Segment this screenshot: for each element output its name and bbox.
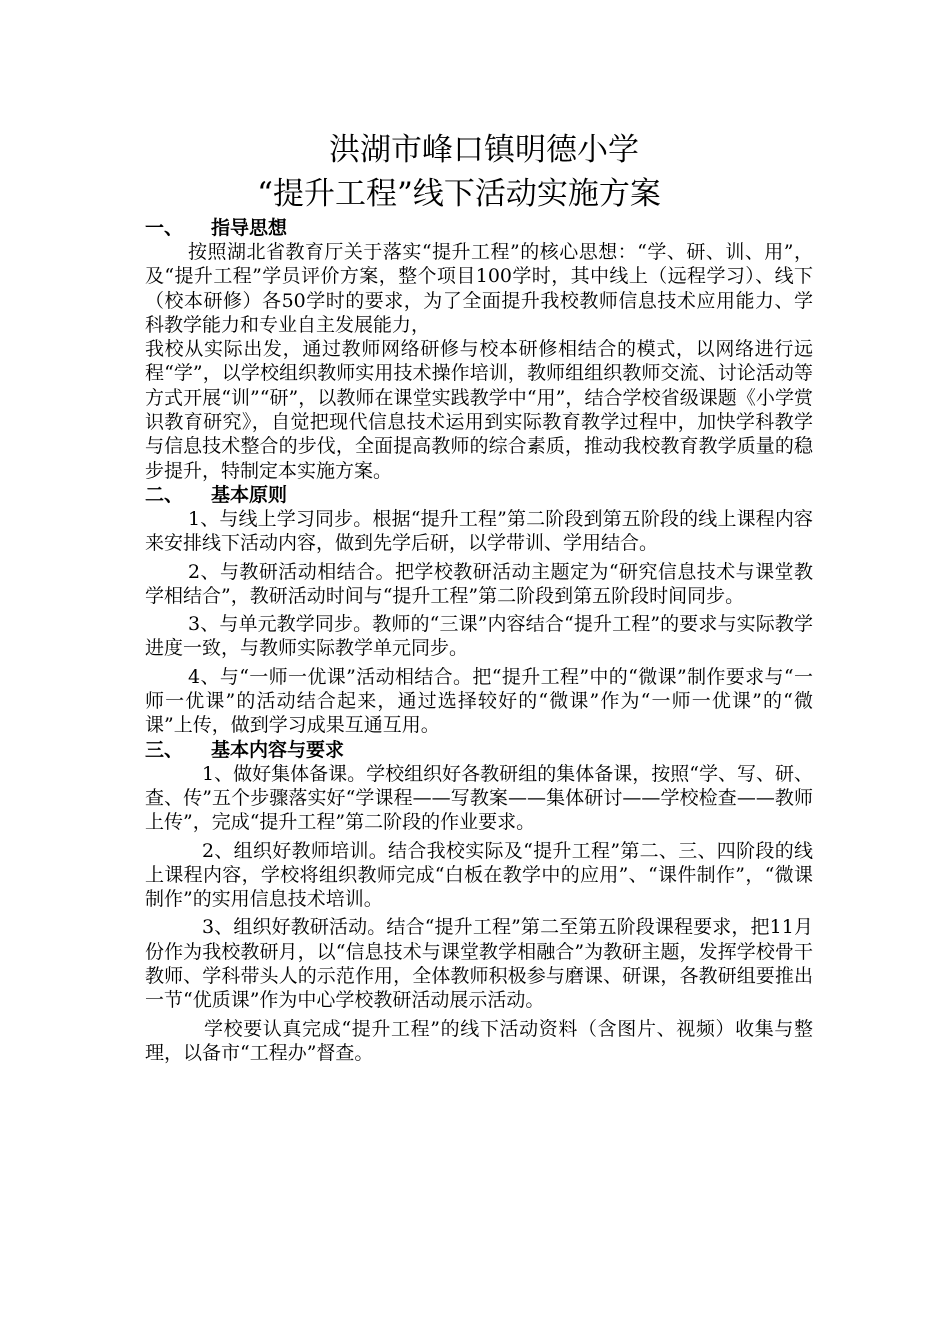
paragraph: 学校要认真完成“提升工程”的线下活动资料（含图片、视频）收集与整理，以备市“工程办”督查。	[145, 1017, 813, 1064]
section-title: 基本内容与要求	[211, 738, 345, 761]
section-number: 二、	[145, 483, 184, 506]
section-title: 指导思想	[211, 217, 288, 239]
paragraph: 2、与教研活动相结合。把学校教研活动主题定为“研究信息技术与课堂教学相结合”，教研活动时间与“提升工程”第二阶段到第五阶段时间同步。	[145, 560, 813, 607]
section-basic-principles	[145, 483, 813, 738]
section-number: 三、	[145, 738, 184, 761]
paragraph: 1、做好集体备课。学校组织好各教研组的集体备课，按照“学、写、研、查、传”五个步骤落实好“学课程——写教案——集体研讨——学校检查——教师上传”，完成“提升工程”第二阶段的作业要求。	[145, 762, 813, 834]
paragraph: 1、与线上学习同步。根据“提升工程”第二阶段到第五阶段的线上课程内容来安排线下活动内容，做到先学后研，以学带训、学用结合。	[145, 507, 813, 555]
section-number: 一、	[145, 217, 184, 239]
document-title-line1: 洪湖市峰口镇明德小学	[329, 132, 639, 168]
section-heading	[145, 738, 813, 762]
paragraph: 我校从实际出发，通过教师网络研修与校本研修相结合的模式，以网络进行远程“学”，以学校组织教师实用技术操作培训，教师组组织教师交流、讨论活动等方式开展“训”“研”，以教师在课堂实践教学中“用”，结合学校省级课题《小学赏识教育研究》，自觉把现代信息技术运用到实际教育教学过程中，加快学科教学与信息技术整合的步伐，全面提高教师的综合素质，推动我校教育教学质量的稳步提升，特制定本实施方案。	[145, 338, 813, 482]
paragraph: 4、与“一师一优课”活动相结合。把“提升工程”中的“微课”制作要求与“一师一优课”的活动结合起来，通过选择较好的“微课”作为“一师一优课”的“微课”上传，做到学习成果互通互用。	[145, 665, 813, 737]
document-page	[145, 128, 813, 1065]
section-title: 基本原则	[211, 483, 288, 506]
paragraph: 3、与单元教学同步。教师的“三课”内容结合“提升工程”的要求与实际教学进度一致，与教师实际教学单元同步。	[145, 613, 813, 660]
section-content-requirements	[145, 738, 813, 1066]
section-heading	[145, 216, 813, 240]
section-heading	[145, 483, 813, 507]
paragraph: 3、组织好教研活动。结合“提升工程”第二至第五阶段课程要求，把11月份作为我校教研月，以“信息技术与课堂教学相融合”为教研主题，发挥学校骨干教师、学科带头人的示范作用，全体教师积极参与磨课、研课，各教研组要推出一节“优质课”作为中心学校教研活动展示活动。	[145, 916, 813, 1012]
paragraph: 2、组织好教师培训。结合我校实际及“提升工程”第二、三、四阶段的线上课程内容，学校将组织教师完成“白板在教学中的应用”、“课件制作”，“微课制作”的实用信息技术培训。	[145, 839, 813, 911]
document-title-line2: “提升工程”线下活动实施方案	[257, 176, 661, 212]
section-guiding-ideology	[145, 216, 813, 483]
paragraph: 按照湖北省教育厅关于落实“提升工程”的核心思想：“学、研、训、用”，及“提升工程”学员评价方案，整个项目100学时，其中线上（远程学习）、线下（校本研修）各50学时的要求，为了全面提升我校教师信息技术应用能力、学科教学能力和专业自主发展能力，	[145, 241, 813, 336]
